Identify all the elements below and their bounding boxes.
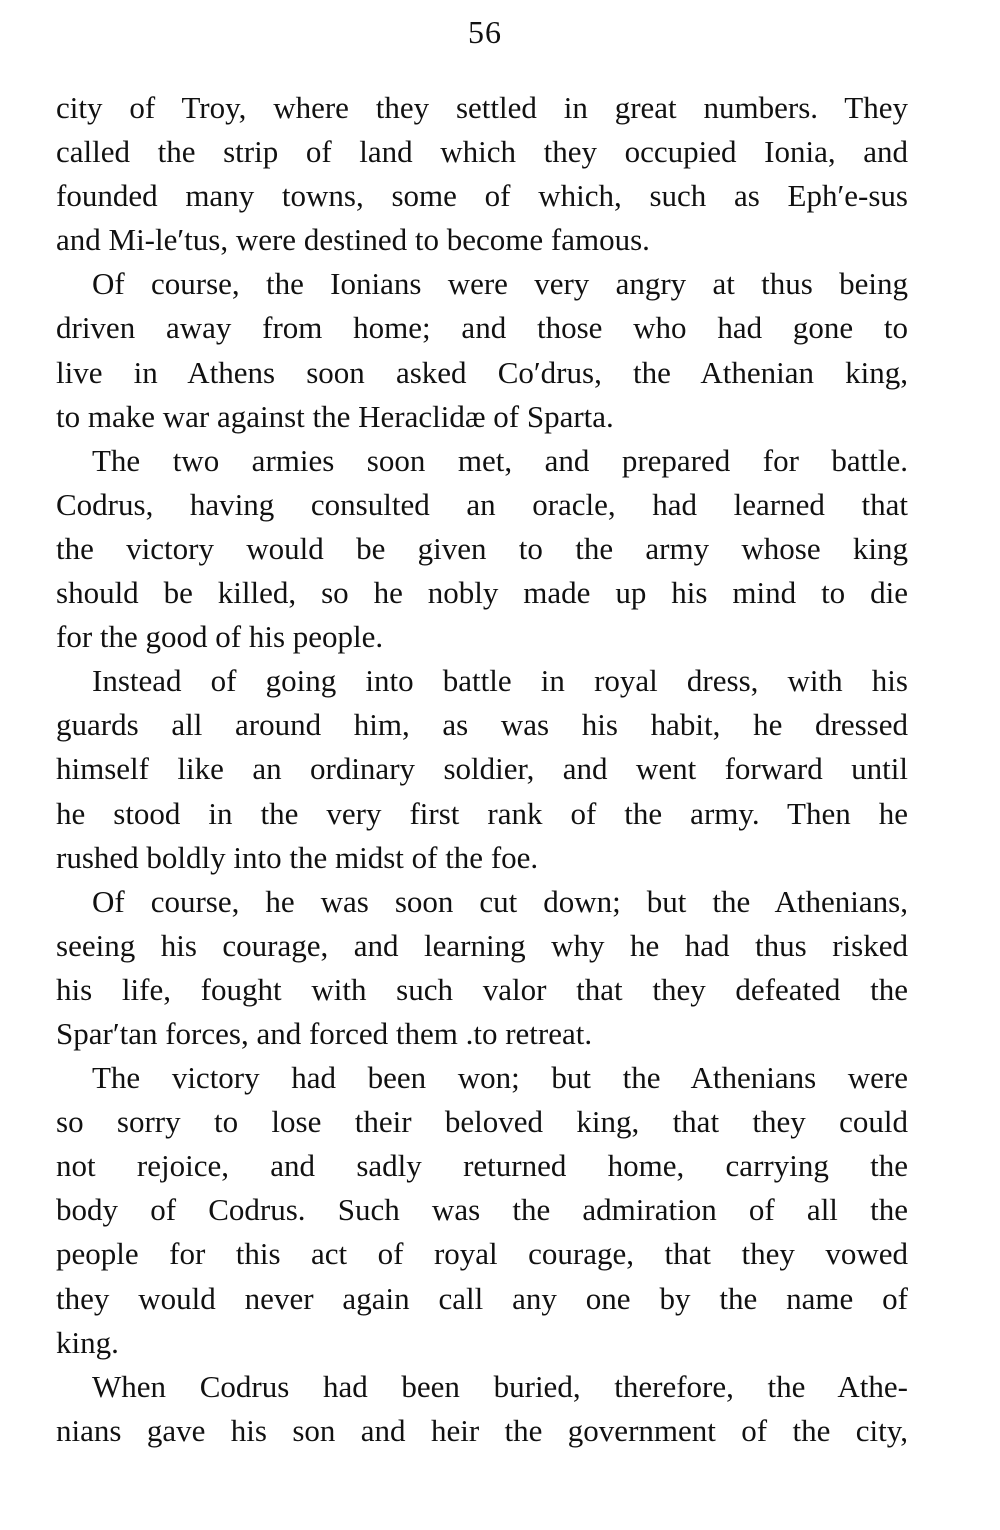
text-line: and Mi-le′tus, were destined to become famous. (56, 222, 650, 258)
text-line: rushed boldly into the midst of the foe. (56, 839, 539, 875)
text-line: When Codrus had been buried, therefore, the Athe- (92, 1368, 908, 1404)
text-line: himself like an ordinary soldier, and went forward until (56, 751, 908, 787)
text-line: live in Athens soon asked Co′drus, the Athenian king, (56, 354, 908, 390)
text-line: Instead of going into battle in royal dress, with his (92, 663, 908, 699)
text-line: Codrus, having consulted an oracle, had learned that (56, 486, 908, 522)
text-line: for the good of his people. (56, 619, 384, 655)
text-line: the victory would be given to the army whose king (56, 530, 908, 566)
text-line: Spar′tan forces, and forced them .to retreat. (56, 1015, 593, 1051)
text-line: city of Troy, where they settled in great numbers. They (56, 90, 908, 125)
text-line: nians gave his son and heir the government of the city, (56, 1412, 908, 1448)
text-line: not rejoice, and sadly returned home, carrying the (56, 1148, 908, 1184)
text-line: Of course, the Ionians were very angry at thus being (92, 266, 908, 302)
text-line: called the strip of land which they occupied Ionia, and (56, 134, 908, 170)
text-line: they would never again call any one by the name of (56, 1280, 908, 1316)
body-text (56, 86, 908, 1453)
text-line: people for this act of royal courage, that they vowed (56, 1236, 908, 1272)
text-line: founded many towns, some of which, such as Eph′e-sus (56, 178, 908, 214)
text-line: king. (56, 1324, 119, 1360)
text-line: to make war against the Heraclidæ of Sparta. (56, 398, 614, 434)
text-line: body of Codrus. Such was the admiration of all the (56, 1192, 908, 1228)
text-line: his life, fought with such valor that they defeated the (56, 971, 908, 1007)
text-line: should be killed, so he nobly made up his mind to die (56, 575, 908, 611)
text-line: Of course, he was soon cut down; but the Athenians, (92, 883, 908, 919)
text-line: guards all around him, as was his habit, he dressed (56, 707, 908, 743)
text-line: The two armies soon met, and prepared for battle. (92, 442, 908, 478)
text-line: seeing his courage, and learning why he had thus risked (56, 927, 908, 963)
text-line: driven away from home; and those who had gone to (56, 310, 908, 346)
text-line: so sorry to lose their beloved king, that they could (56, 1104, 908, 1140)
page-number: 56 (468, 14, 502, 50)
text-line: he stood in the very first rank of the army. Then he (56, 795, 908, 831)
text-line: The victory had been won; but the Athenians were (92, 1060, 908, 1096)
